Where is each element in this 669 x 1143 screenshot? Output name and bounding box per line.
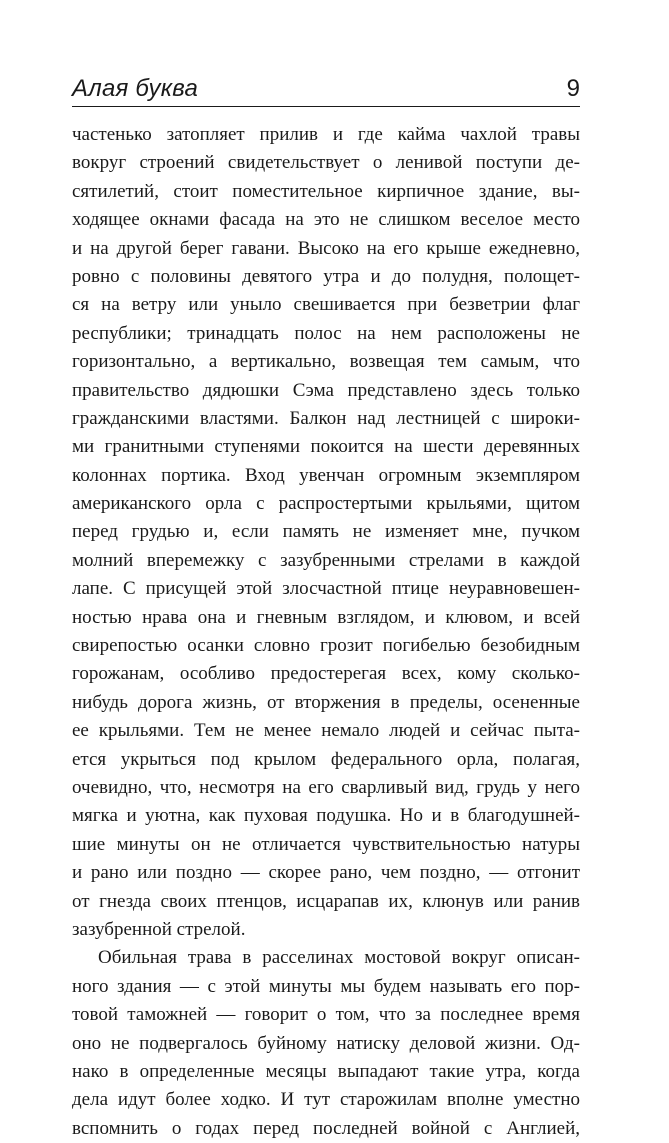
text-line: от гнезда своих птенцов, исцарапав их, клюнув или ранив: [72, 890, 580, 912]
page-number: 9: [566, 75, 580, 102]
text-line: горизонтально, а вертикально, возвещая тем самым, что: [72, 351, 580, 373]
text-line: нибудь дорога жизнь, от вторжения в пределы, осененные: [72, 691, 580, 713]
text-line: американского орла с распростертыми крыльями, щитом: [72, 493, 580, 515]
running-head: [72, 74, 580, 104]
text-line: горожанам, особливо предостерегая всех, кому сколько-: [72, 663, 580, 685]
text-line: ходящее окнами фасада на это не слишком веселое место: [72, 209, 580, 231]
text-line: ностью нрава она и гневным взглядом, и клювом, и всей: [72, 606, 580, 628]
text-line: перед грудью и, если память не изменяет мне, пучком: [72, 521, 580, 543]
text-line: шие минуты он не отличается чувствительностью натуры: [72, 833, 580, 855]
text-line: ного здания — с этой минуты мы будем называть его пор-: [72, 975, 580, 997]
paragraph: [72, 944, 580, 1143]
text-line: колоннах портика. Вход увенчан огромным экземпляром: [72, 464, 580, 486]
text-line: товой таможней — говорит о том, что за последнее время: [72, 1004, 580, 1026]
text-line: республики; тринадцать полос на нем расположены не: [72, 322, 580, 344]
text-line: сятилетий, стоит поместительное кирпичное здание, вы-: [72, 180, 580, 202]
text-line: оно не подвергалось буйному натиску деловой жизни. Од-: [72, 1032, 580, 1054]
header-rule: [72, 106, 580, 107]
text-line: ми гранитными ступенями покоится на шести деревянных: [72, 436, 580, 458]
text-line: свирепостью осанки словно грозит погибелью безобидным: [72, 635, 580, 657]
text-line: вспомнить о годах перед последней войной с Англией,: [72, 1117, 580, 1139]
text-line: вокруг строений свидетельствует о ленивой поступи де-: [72, 152, 580, 174]
text-line: зазубренной стрелой.: [72, 918, 246, 940]
text-line: ровно с половины девятого утра и до полудня, полощет-: [72, 265, 580, 287]
text-line: лапе. С присущей этой злосчастной птице неуравновешен-: [72, 578, 580, 600]
paragraph: [72, 121, 580, 944]
text-line: мягка и уютна, как пуховая подушка. Но и в благодушней-: [72, 805, 580, 827]
text-line: Обильная трава в расселинах мостовой вокруг описан-: [98, 947, 580, 969]
text-line: и рано или поздно — скорее рано, чем поздно, — отгонит: [72, 862, 580, 884]
text-line: молний вперемежку с зазубренными стрелами в каждой: [72, 549, 580, 571]
text-line: правительство дядюшки Сэма представлено здесь только: [72, 379, 580, 401]
text-line: и на другой берег гавани. Высоко на его крыше ежедневно,: [72, 237, 580, 259]
book-title: Алая буква: [72, 75, 199, 102]
text-line: гражданскими властями. Балкон над лестницей с широки-: [72, 407, 580, 429]
text-line: ется укрыться под крылом федерального орла, полагая,: [72, 748, 580, 770]
text-line: частенько затопляет прилив и где кайма чахлой травы: [72, 124, 580, 145]
text-line: дела идут более ходко. И тут старожилам вполне уместно: [72, 1089, 580, 1111]
text-line: ее крыльями. Тем не менее немало людей и сейчас пыта-: [72, 720, 580, 742]
text-line: нако в определенные месяцы выпадают такие утра, когда: [72, 1060, 580, 1082]
text-line: ся на ветру или уныло свешивается при безветрии флаг: [72, 294, 580, 316]
body-text: [72, 121, 580, 1143]
text-line: очевидно, что, несмотря на его сварливый вид, грудь у него: [72, 776, 580, 798]
